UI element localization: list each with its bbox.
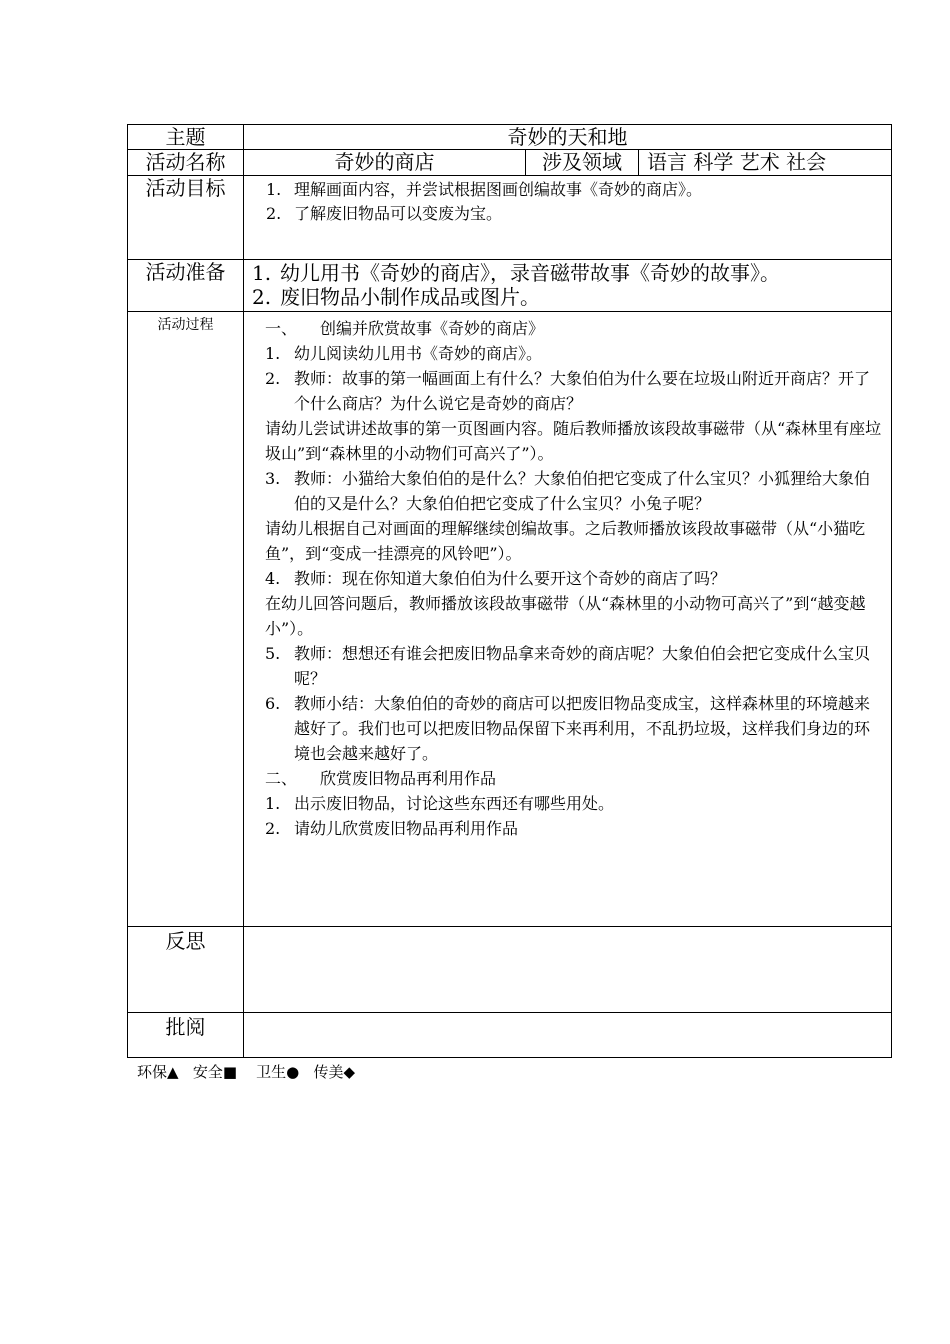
- process-item: 6. 教师小结：大象伯伯的奇妙的商店可以把废旧物品变成宝，这样森林里的环境越来越好了。我们也可以把废旧物品保留下来再利用，不乱扔垃圾，这样我们身边的环境也会越来越好了。: [265, 694, 871, 763]
- goals-row: [128, 176, 892, 260]
- process-item: 5. 教师：想想还有谁会把废旧物品拿来奇妙的商店呢？大象伯伯会把它变成什么宝贝呢？: [265, 644, 871, 688]
- reflection-label: 反思: [128, 927, 244, 1013]
- review-label: 批阅: [128, 1013, 244, 1058]
- reflection-content: [244, 927, 892, 1013]
- process-item: 4. 教师：现在你知道大象伯伯为什么要开这个奇妙的商店了吗？: [265, 569, 727, 588]
- preparation-content: [244, 260, 892, 312]
- process-row: [128, 312, 892, 927]
- preparation-item: 1. 幼儿用书《奇妙的商店》，录音磁带故事《奇妙的故事》。: [252, 261, 780, 285]
- process-label: 活动过程: [128, 312, 244, 927]
- preparation-row: [128, 260, 892, 312]
- theme-row: [128, 125, 892, 150]
- goal-item: 2. 了解废旧物品可以变废为宝。: [266, 204, 503, 223]
- activity-name-value: 奇妙的商店: [244, 150, 526, 176]
- reflection-row: [128, 927, 892, 1013]
- process-paragraph: 请幼儿根据自己对画面的理解继续创编故事。之后教师播放该段故事磁带（从“小猫吃鱼”，到“变成一挂漂亮的风铃吧”）。: [265, 519, 866, 563]
- goals-content: [244, 176, 892, 260]
- process-item: 2. 教师：故事的第一幅画面上有什么？大象伯伯为什么要在垃圾山附近开商店？开了个什么商店？为什么说它是奇妙的商店？: [265, 369, 871, 413]
- activity-name-row: [128, 150, 892, 176]
- goal-item: 1. 理解画面内容，并尝试根据图画创编故事《奇妙的商店》。: [266, 180, 703, 199]
- goals-label: 活动目标: [128, 176, 244, 260]
- preparation-label: 活动准备: [128, 260, 244, 312]
- section-heading: 二、 欣赏废旧物品再利用作品: [265, 769, 497, 788]
- process-content: [244, 312, 892, 927]
- process-paragraph: 在幼儿回答问题后，教师播放该段故事磁带（从“森林里的小动物可高兴了”到“越变越小”）。: [265, 594, 866, 638]
- footer-legend: 环保▲ 安全■ 卫生● 传美◆: [137, 1063, 356, 1081]
- domain-label: 涉及领域: [526, 150, 639, 176]
- theme-label: 主题: [128, 125, 244, 150]
- activity-name-label: 活动名称: [128, 150, 244, 176]
- preparation-item: 2. 废旧物品小制作成品或图片。: [252, 285, 540, 309]
- lesson-plan-table: [127, 124, 892, 1058]
- process-item: 2. 请幼儿欣赏废旧物品再利用作品: [265, 819, 519, 838]
- domain-value: 语言 科学 艺术 社会: [639, 150, 892, 176]
- process-paragraph: 请幼儿尝试讲述故事的第一页图画内容。随后教师播放该段故事磁带（从“森林里有座垃圾山”到“森林里的小动物们可高兴了”）。: [265, 419, 882, 463]
- theme-value: 奇妙的天和地: [244, 125, 892, 150]
- review-row: [128, 1013, 892, 1058]
- section-heading: 一、 创编并欣赏故事《奇妙的商店》: [265, 319, 545, 338]
- process-item: 3. 教师：小猫给大象伯伯的是什么？大象伯伯把它变成了什么宝贝？小狐狸给大象伯伯的又是什么？大象伯伯把它变成了什么宝贝？小兔子呢？: [265, 469, 871, 513]
- review-content: [244, 1013, 892, 1058]
- process-item: 1. 幼儿阅读幼儿用书《奇妙的商店》。: [265, 344, 543, 363]
- process-item: 1. 出示废旧物品，讨论这些东西还有哪些用处。: [265, 794, 615, 813]
